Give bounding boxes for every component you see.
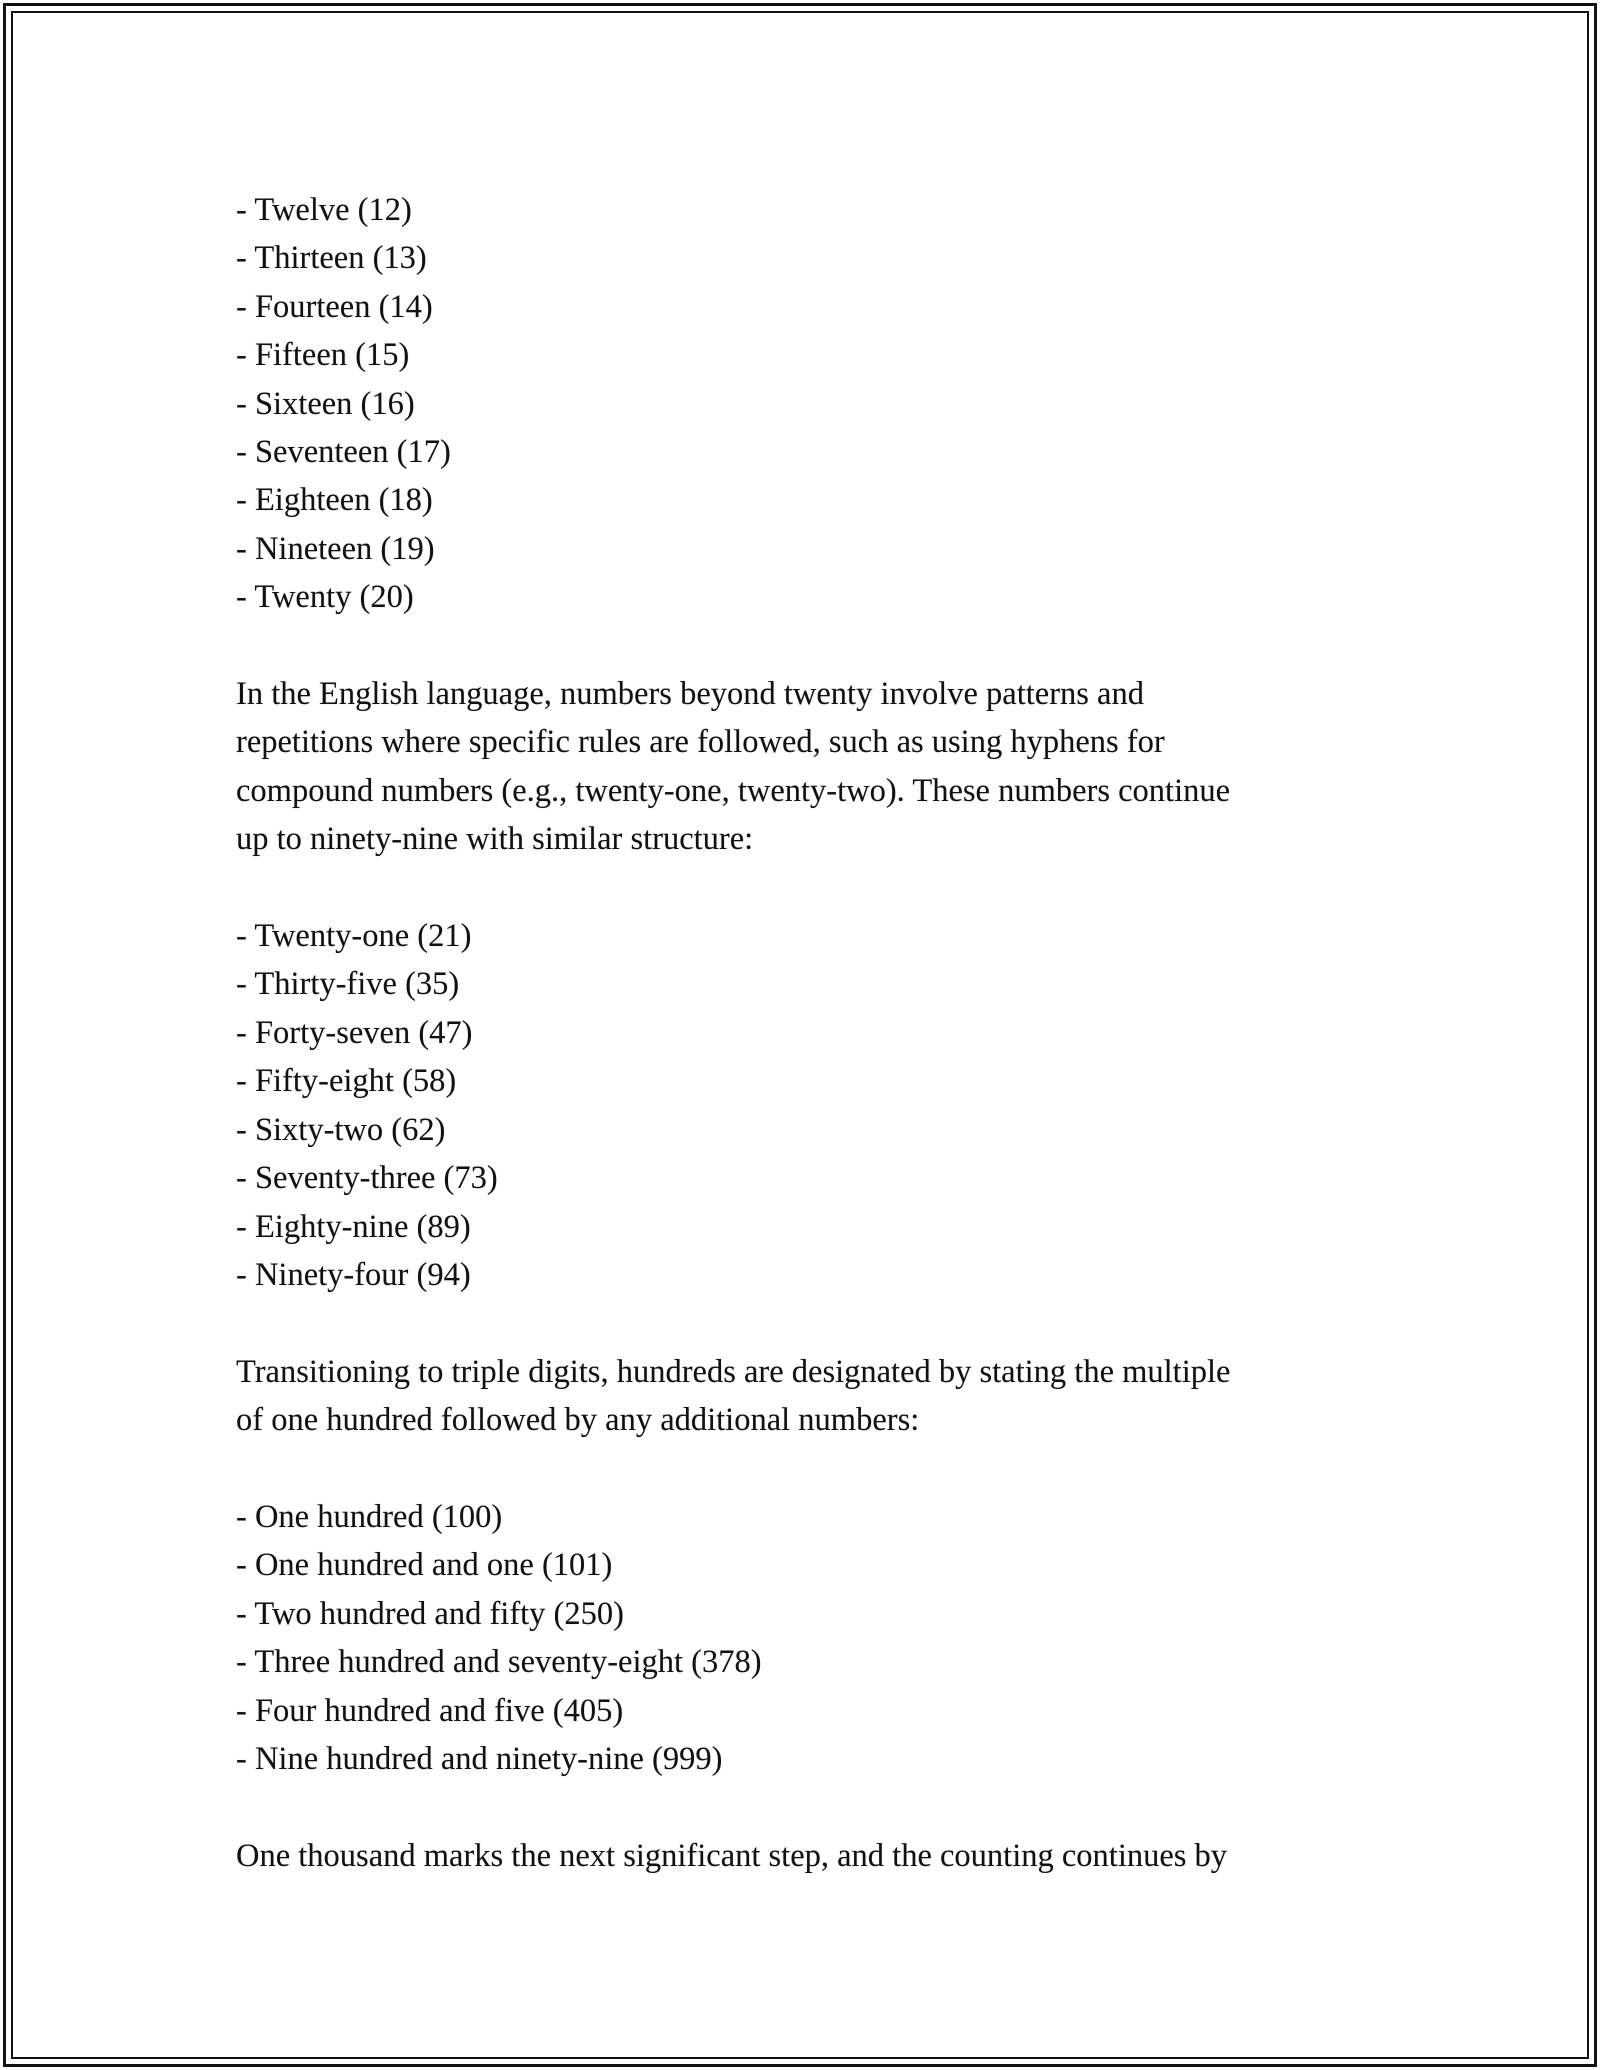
paragraph-gap [236,1783,1376,1831]
hundreds-list [236,1493,1376,1783]
paragraph-gap [236,864,1376,912]
list-item: - Four hundred and five (405) [236,1692,624,1729]
list-item: - Forty-seven (47) [236,1014,473,1051]
list-item: - Fourteen (14) [236,288,433,325]
list-item: - Eighty-nine (89) [236,1208,471,1245]
paragraph-line: Transitioning to triple digits, hundreds are designated by stating the multiple [236,1353,1231,1390]
list-item: - Seventy-three (73) [236,1160,498,1197]
paragraph-line: up to ninety-nine with similar structure: [236,821,754,858]
list-item: - Fifteen (15) [236,337,410,374]
teens-list [236,186,1376,622]
list-item: - Sixteen (16) [236,385,415,422]
list-item: - One hundred (100) [236,1498,503,1535]
paragraph-gap [236,1299,1376,1347]
list-item: - Twelve (12) [236,192,412,228]
list-item: - Sixty-two (62) [236,1111,446,1148]
paragraph-line: In the English language, numbers beyond twenty involve patterns and [236,676,1144,713]
list-item: - Three hundred and seventy-eight (378) [236,1644,762,1681]
list-item: - Fifty-eight (58) [236,1063,457,1100]
paragraph-compound-numbers [236,670,1376,864]
paragraph-gap [236,1445,1376,1493]
list-item: - Seventeen (17) [236,434,451,471]
compound-list [236,912,1376,1299]
list-item: - Twenty-one (21) [236,918,472,955]
paragraph-gap [236,622,1376,670]
list-item: - Nine hundred and ninety-nine (999) [236,1740,723,1777]
list-item: - Thirteen (13) [236,240,427,277]
list-item: - Nineteen (19) [236,530,435,567]
list-item: - Thirty-five (35) [236,966,460,1003]
paragraph-line: compound numbers (e.g., twenty-one, twenty-two). These numbers continue [236,772,1231,809]
paragraph-line: of one hundred followed by any additional numbers: [236,1402,920,1439]
paragraph-hundreds [236,1348,1376,1445]
paragraph-line: One thousand marks the next significant step, and the counting continues by [236,1837,1228,1874]
paragraph-line: repetitions where specific rules are followed, such as using hyphens for [236,724,1165,761]
paragraph-thousand [236,1832,1376,1880]
list-item: - Ninety-four (94) [236,1256,471,1293]
document-body [236,186,1376,1880]
list-item: - Twenty (20) [236,579,414,616]
list-item: - Eighteen (18) [236,482,433,519]
list-item: - One hundred and one (101) [236,1547,613,1584]
list-item: - Two hundred and fifty (250) [236,1595,624,1632]
